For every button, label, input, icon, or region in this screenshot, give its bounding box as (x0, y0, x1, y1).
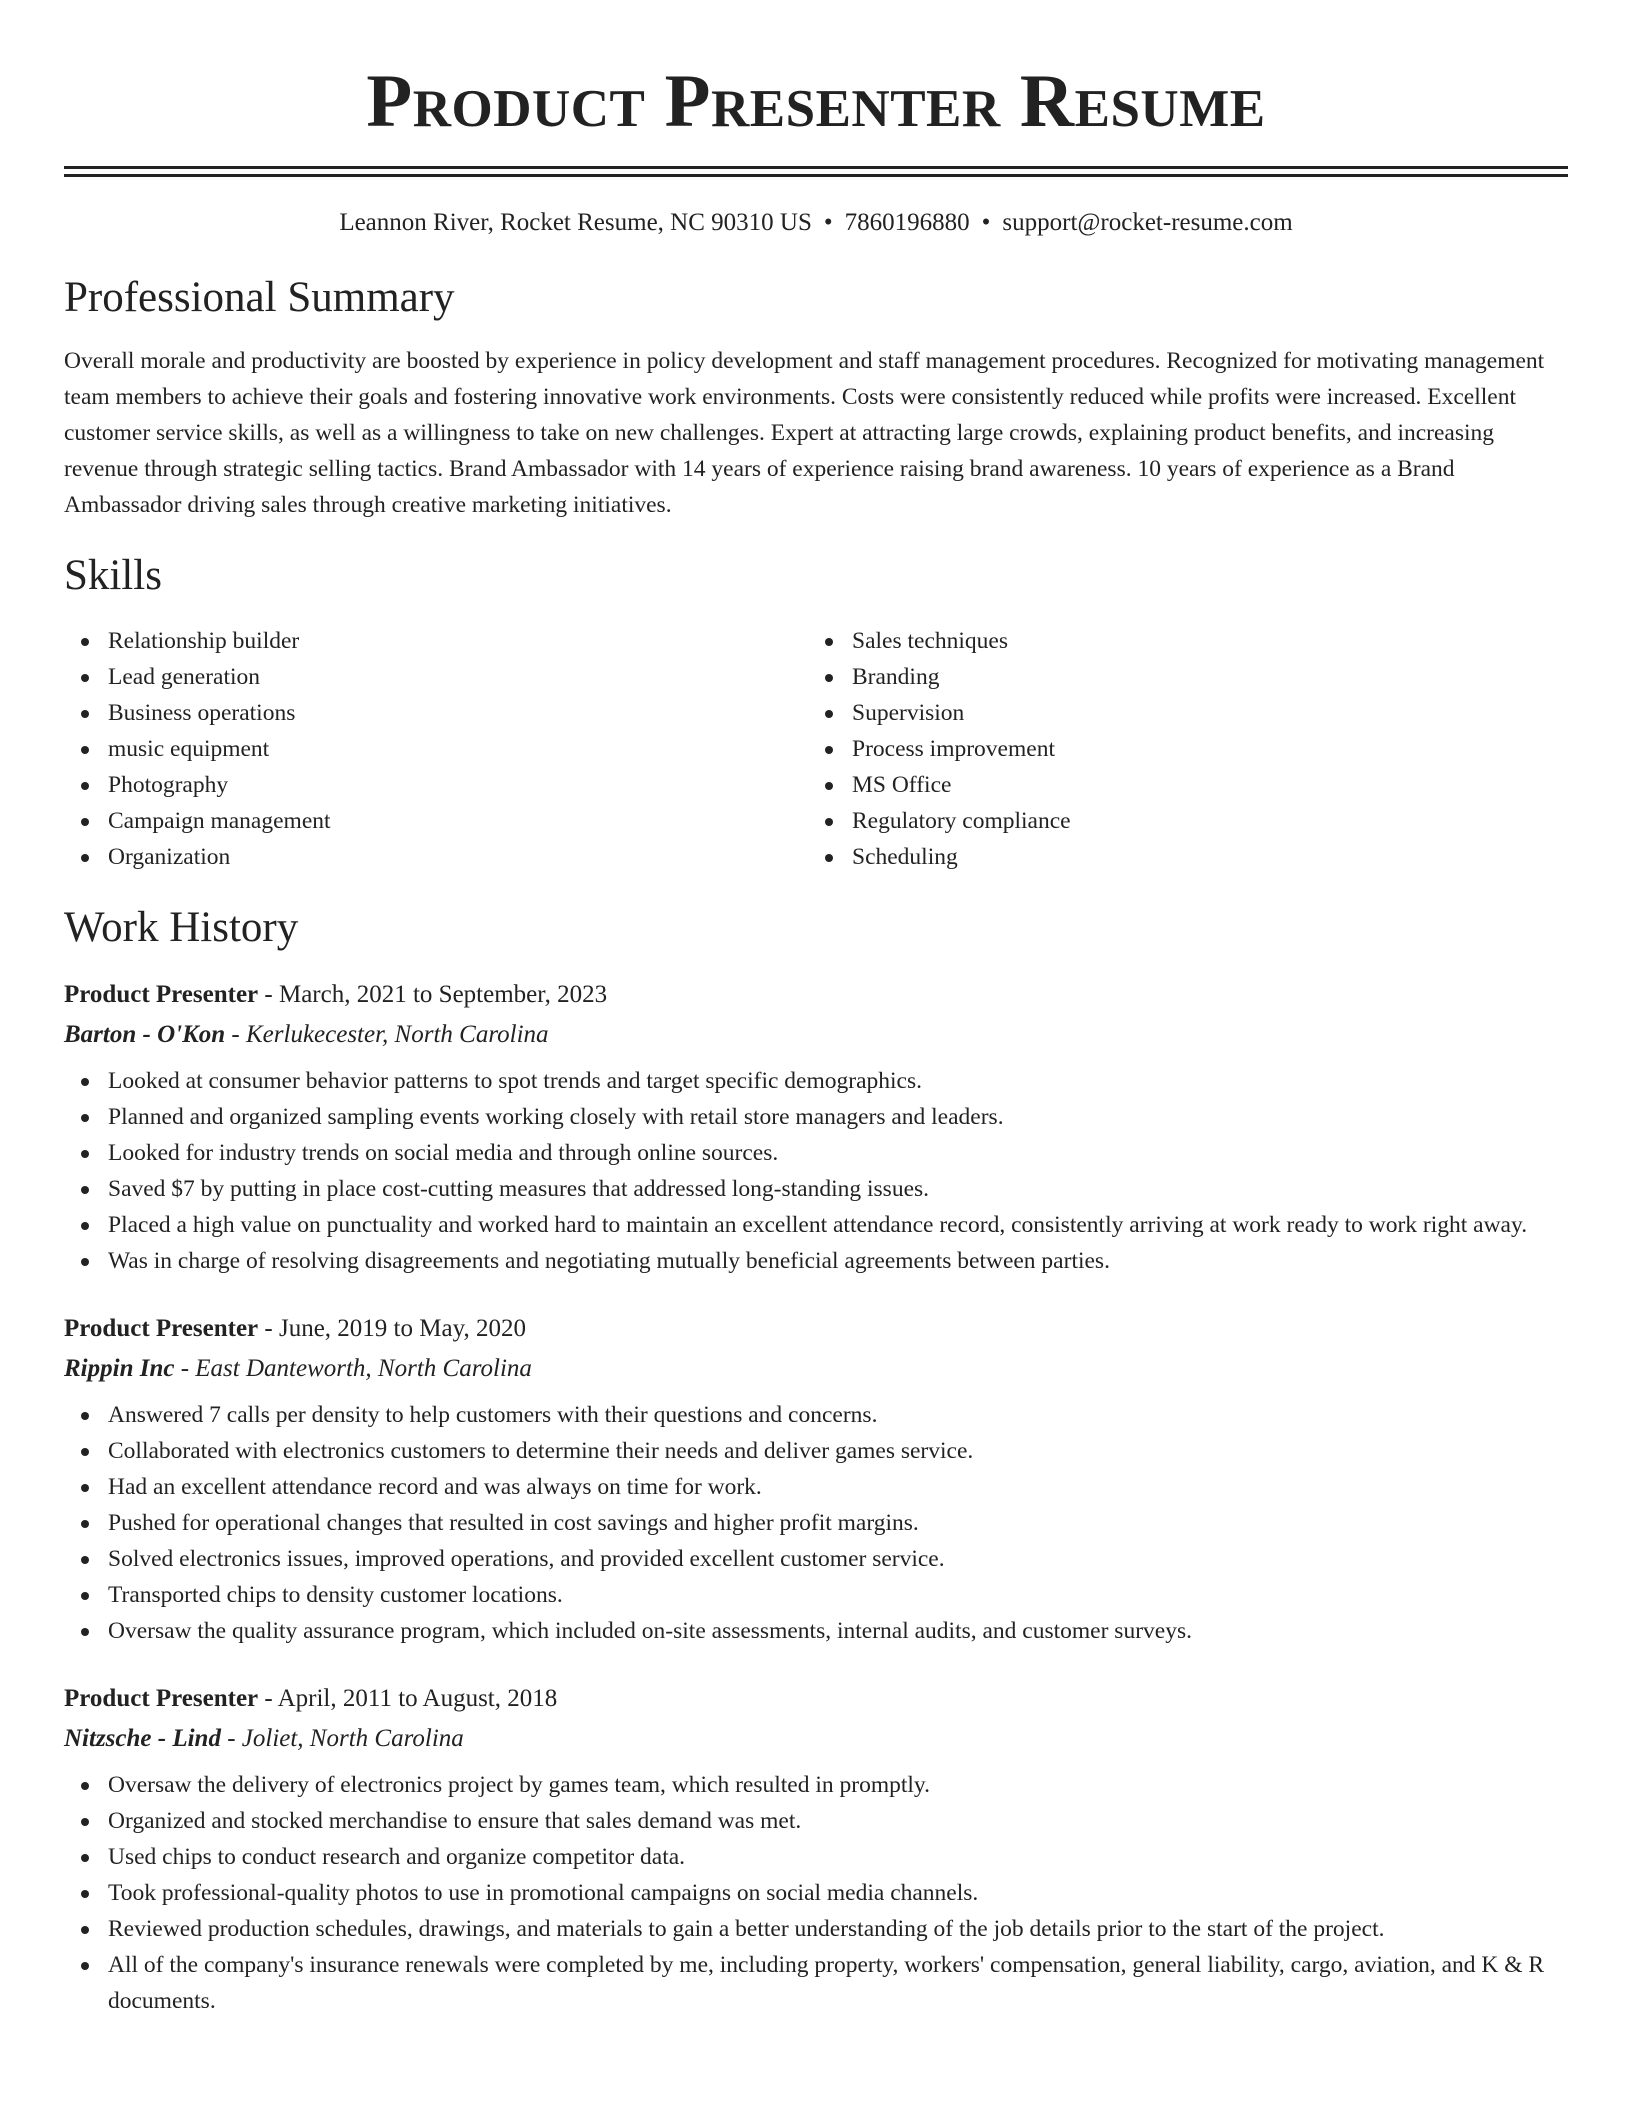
job-entry (64, 1309, 1568, 1649)
job-bullet: Transported chips to density customer locations. (64, 1577, 1568, 1613)
skill-item: Relationship builder (64, 623, 808, 659)
summary-heading: Professional Summary (64, 274, 455, 321)
title-double-rule (64, 166, 1568, 177)
job-bullet: Looked for industry trends on social media and through online sources. (64, 1135, 1568, 1171)
job-role: Product Presenter (64, 1685, 259, 1712)
job-dates: - March, 2021 to September, 2023 (258, 981, 608, 1008)
skill-item: Regulatory compliance (808, 803, 1552, 839)
job-title-line (64, 1679, 1568, 1719)
job-location: - Joliet, North Carolina (220, 1725, 464, 1752)
job-bullet: Pushed for operational changes that resulted in cost savings and higher profit margins. (64, 1505, 1568, 1541)
job-bullet: Collaborated with electronics customers to determine their needs and deliver games service. (64, 1433, 1568, 1469)
job-entry (64, 1679, 1568, 2019)
contact-address: Leannon River, Rocket Resume, NC 90310 US (339, 209, 812, 236)
skills-heading: Skills (64, 552, 162, 599)
skill-item: Organization (64, 839, 808, 875)
contact-line (64, 207, 1568, 239)
job-bullet: Answered 7 calls per density to help customers with their questions and concerns. (64, 1397, 1568, 1433)
contact-phone: 7860196880 (844, 209, 970, 236)
job-dates: - April, 2011 to August, 2018 (258, 1685, 558, 1712)
resume-title: Product Presenter Resume (366, 60, 1266, 143)
skill-item: Scheduling (808, 839, 1552, 875)
job-company: Rippin Inc (64, 1355, 175, 1382)
skill-item: Campaign management (64, 803, 808, 839)
job-title-line (64, 1309, 1568, 1349)
job-bullet: Had an excellent attendance record and was always on time for work. (64, 1469, 1568, 1505)
job-bullets (64, 1397, 1568, 1649)
job-bullet: Oversaw the delivery of electronics project by games team, which resulted in promptly. (64, 1767, 1568, 1803)
work-history-heading: Work History (64, 904, 299, 951)
job-bullet: Used chips to conduct research and organize competitor data. (64, 1839, 1568, 1875)
job-location: - Kerlukecester, North Carolina (225, 1021, 549, 1048)
skill-item: Sales techniques (808, 623, 1552, 659)
job-bullet: Reviewed production schedules, drawings, and materials to gain a better understanding of the job details prior to the start of the project. (64, 1911, 1568, 1947)
skills-columns (64, 623, 1568, 875)
skill-item: music equipment (64, 731, 808, 767)
job-bullets (64, 1767, 1568, 2019)
skill-item: Supervision (808, 695, 1552, 731)
job-company-line (64, 1349, 1568, 1389)
job-bullet: All of the company's insurance renewals were completed by me, including property, workers' compensation, general liability, cargo, aviation, and K & R documents. (64, 1947, 1568, 2019)
skill-item: Branding (808, 659, 1552, 695)
contact-separator: • (823, 209, 833, 236)
job-role: Product Presenter (64, 981, 259, 1008)
skills-left-list (64, 623, 808, 875)
skill-item: Process improvement (808, 731, 1552, 767)
job-bullet: Organized and stocked merchandise to ensure that sales demand was met. (64, 1803, 1568, 1839)
job-company-line (64, 1719, 1568, 1759)
skills-right-list (808, 623, 1552, 875)
job-company-line (64, 1015, 1568, 1055)
job-title-line (64, 975, 1568, 1015)
skill-item: Lead generation (64, 659, 808, 695)
skill-item: Business operations (64, 695, 808, 731)
job-bullet: Planned and organized sampling events working closely with retail store managers and leaders. (64, 1099, 1568, 1135)
job-location: - East Danteworth, North Carolina (174, 1355, 532, 1382)
job-company: Barton - O'Kon (64, 1021, 226, 1048)
job-bullet: Saved $7 by putting in place cost-cutting measures that addressed long-standing issues. (64, 1171, 1568, 1207)
job-bullet: Placed a high value on punctuality and worked hard to maintain an excellent attendance record, consistently arriving at work ready to work right away. (64, 1207, 1568, 1243)
contact-email: support@rocket-resume.com (1002, 209, 1293, 236)
job-bullet: Looked at consumer behavior patterns to spot trends and target specific demographics. (64, 1063, 1568, 1099)
job-bullet: Was in charge of resolving disagreements and negotiating mutually beneficial agreements between parties. (64, 1243, 1568, 1279)
contact-separator: • (981, 209, 991, 236)
job-role: Product Presenter (64, 1315, 259, 1342)
job-bullet: Solved electronics issues, improved operations, and provided excellent customer service. (64, 1541, 1568, 1577)
job-dates: - June, 2019 to May, 2020 (258, 1315, 526, 1342)
job-company: Nitzsche - Lind (64, 1725, 221, 1752)
summary-text: Overall morale and productivity are boosted by experience in policy development and staff management procedures. Recognized for motivating management team members to achieve their goals and fostering innovative work environments. Costs were consistently reduced while profits were increased. Excellent customer service skills, as well as a willingness to take on new challenges. Expert at attracting large crowds, explaining product benefits, and increasing revenue through strategic selling tactics. Brand Ambassador with 14 years of experience raising brand awareness. 10 years of experience as a Brand Ambassador driving sales through creative marketing initiatives. (64, 348, 1545, 518)
job-bullet: Oversaw the quality assurance program, which included on-site assessments, internal audits, and customer surveys. (64, 1613, 1568, 1649)
job-bullets (64, 1063, 1568, 1279)
job-entry (64, 975, 1568, 1279)
skill-item: MS Office (808, 767, 1552, 803)
skill-item: Photography (64, 767, 808, 803)
job-bullet: Took professional-quality photos to use in promotional campaigns on social media channels. (64, 1875, 1568, 1911)
